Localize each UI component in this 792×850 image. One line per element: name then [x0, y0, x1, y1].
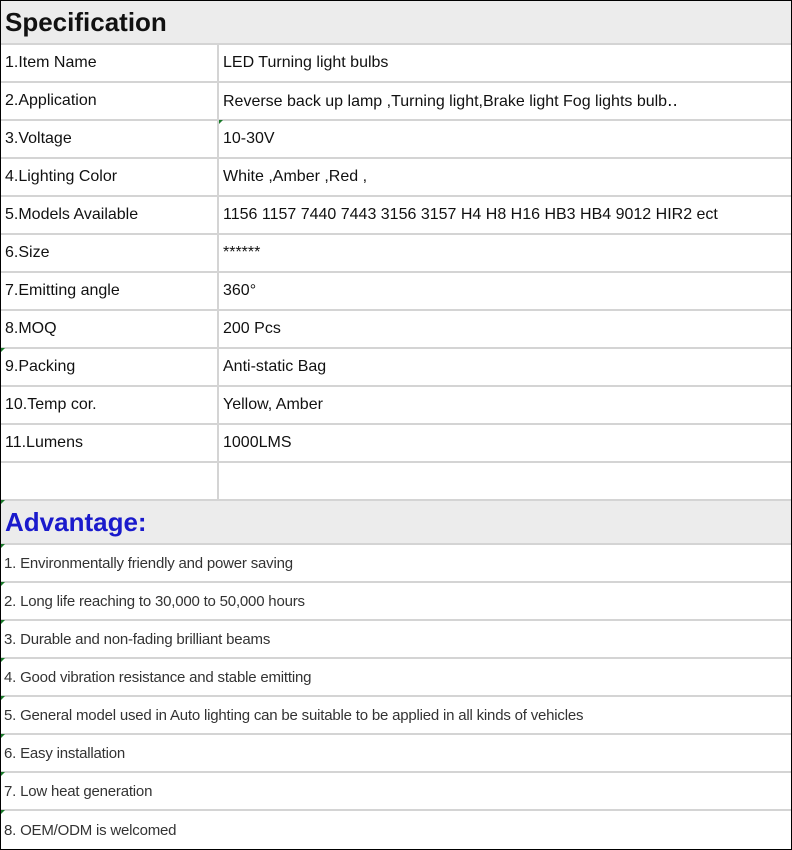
spec-value: 10-30V: [223, 130, 275, 147]
advantage-text: 8. OEM/ODM is welcomed: [4, 821, 177, 839]
advantage-text: 5. General model used in Auto lighting can be suitable to be applied in all kinds of vehicles: [4, 706, 584, 724]
spec-label: 1.Item Name: [1, 45, 219, 81]
spec-row: [1, 311, 791, 349]
cell-comment-marker: [1, 658, 5, 662]
cell-comment-marker: [1, 696, 5, 700]
spec-row: [1, 197, 791, 235]
spec-value: Anti-static Bag: [223, 358, 327, 375]
spec-label: 3.Voltage: [1, 121, 219, 157]
spec-value: 1000LMS: [223, 434, 292, 451]
advantage-text: 6. Easy installation: [4, 744, 126, 762]
spec-value: ******: [223, 244, 261, 261]
spec-label: 8.MOQ: [1, 311, 219, 347]
advantage-item: [1, 545, 791, 583]
advantage-item: [1, 735, 791, 773]
spec-label: [1, 463, 219, 499]
advantage-item: [1, 659, 791, 697]
advantage-text: 1. Environmentally friendly and power saving: [4, 554, 293, 572]
cell-comment-marker: [1, 500, 5, 504]
spec-row: [1, 159, 791, 197]
spec-table: [1, 45, 791, 501]
spec-label: 4.Lighting Color: [1, 159, 219, 195]
advantage-text: 3. Durable and non-fading brilliant beams: [4, 630, 271, 648]
spec-row: [1, 235, 791, 273]
spec-row: [1, 425, 791, 463]
cell-comment-marker: [1, 772, 5, 776]
spec-value: [219, 463, 791, 499]
cell-comment-marker: [1, 810, 5, 814]
spec-value: Reverse back up lamp ,Turning light,Brake light Fog lights bulb‥: [223, 93, 678, 110]
spec-label: 10.Temp cor.: [1, 387, 219, 423]
advantage-header: [1, 501, 791, 545]
spec-label: 5.Models Available: [1, 197, 219, 233]
advantage-item: [1, 583, 791, 621]
advantage-item: [1, 773, 791, 811]
spec-row: [1, 45, 791, 83]
spec-label: 7.Emitting angle: [1, 273, 219, 309]
spec-value: LED Turning light bulbs: [223, 54, 389, 71]
spec-label: 2.Application: [1, 83, 219, 119]
cell-comment-marker: [1, 582, 5, 586]
specification-title: Specification: [5, 6, 167, 37]
spec-row: [1, 83, 791, 121]
cell-comment-marker: [1, 348, 5, 352]
spec-value: White ,Amber ,Red ,: [223, 168, 368, 185]
cell-comment-marker: [1, 544, 5, 548]
cell-comment-marker: [219, 120, 223, 124]
advantage-item: [1, 697, 791, 735]
spec-value: 200 Pcs: [223, 320, 281, 337]
spec-label: 11.Lumens: [1, 425, 219, 461]
specification-header: [1, 1, 791, 45]
cell-comment-marker: [1, 620, 5, 624]
advantage-list: [1, 545, 791, 849]
spec-row: [1, 273, 791, 311]
advantage-title: Advantage:: [5, 506, 147, 537]
advantage-text: 7. Low heat generation: [4, 782, 153, 800]
spec-value: 360°: [223, 282, 257, 299]
spec-value: Yellow, Amber: [223, 396, 323, 413]
spec-label: 6.Size: [1, 235, 219, 271]
spec-row: [1, 121, 791, 159]
cell-comment-marker: [1, 734, 5, 738]
spec-row: [1, 387, 791, 425]
spec-value: 1156 1157 7440 7443 3156 3157 H4 H8 H16 HB3 HB4 9012 HIR2 ect: [223, 206, 718, 223]
advantage-text: 4. Good vibration resistance and stable emitting: [4, 668, 312, 686]
advantage-text: 2. Long life reaching to 30,000 to 50,000 hours: [4, 592, 305, 610]
advantage-item: [1, 621, 791, 659]
spec-label: 9.Packing: [1, 349, 219, 385]
advantage-item: [1, 811, 791, 849]
spec-row-empty: [1, 463, 791, 501]
spec-row: [1, 349, 791, 387]
